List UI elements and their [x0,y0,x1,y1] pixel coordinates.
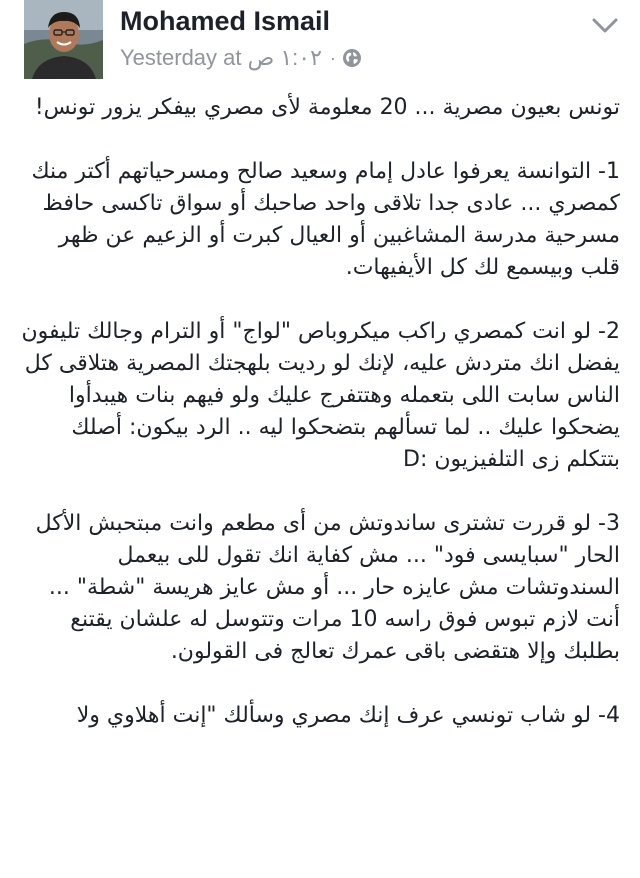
post-timestamp[interactable]: Yesterday at ١:٠٢ ص [120,45,322,70]
post-header [0,0,640,92]
globe-icon[interactable] [342,48,362,68]
author-name[interactable]: Mohamed Ismail [120,6,331,36]
post-paragraph-2: 2- لو انت كمصري راكب ميكروباص "لواج" أو الترام وجالك تليفون يفضل انك متردش عليه، لإنك لو رديت بلهجتك المصرية هتلاقى كل الناس سابت اللى بتعمله وهتتفرج عليك ولو فيهم بنات هيبدأوا يضحكوا عليك .. لما تسألهم بتضحكوا ليه .. الرد بيكون: أصلك بتتكلم زى التلفيزيون :D [21,319,620,472]
post-title-line: تونس بعيون مصرية ... 20 معلومة لأى مصري بيفكر يزور تونس! [34,95,620,120]
chevron-down-icon[interactable] [588,10,622,40]
post-text [20,92,620,764]
profile-photo-icon [24,0,103,79]
post-paragraph-1: 1- التوانسة يعرفوا عادل إمام وسعيد صالح ومسرحياتهم أكتر منك كمصري ... عادى جدا تلاقى واحد صاحبك أو سواق تاكسى حافظ مسرحية مدرسة المشاغبين أو العيال كبرت أو الزعيم عن ظهر قلب وبيسمع لك كل الأيفيهات. [31,159,620,280]
post-paragraph-3: 3- لو قررت تشترى ساندوتش من أى مطعم وانت مبتحبش الأكل الحار "سبايسى فود" ... مش كفاية انك تقول للى بيعمل السندوتشات مش عايزه حار ... أو مش عايز هريسة "شطة" ... أنت لازم تبوس فوق راسه 10 مرات وتتوسل له علشان يقتنع بطلبك وإلا هتقضى باقى عمرك تعالج فى القولون. [35,511,620,664]
avatar[interactable] [24,0,103,79]
meta-separator: · [329,47,336,68]
post-meta [120,44,362,72]
post-paragraph-4: 4- لو شاب تونسي عرف إنك مصري وسألك "إنت أهلاوي ولا [76,703,620,728]
